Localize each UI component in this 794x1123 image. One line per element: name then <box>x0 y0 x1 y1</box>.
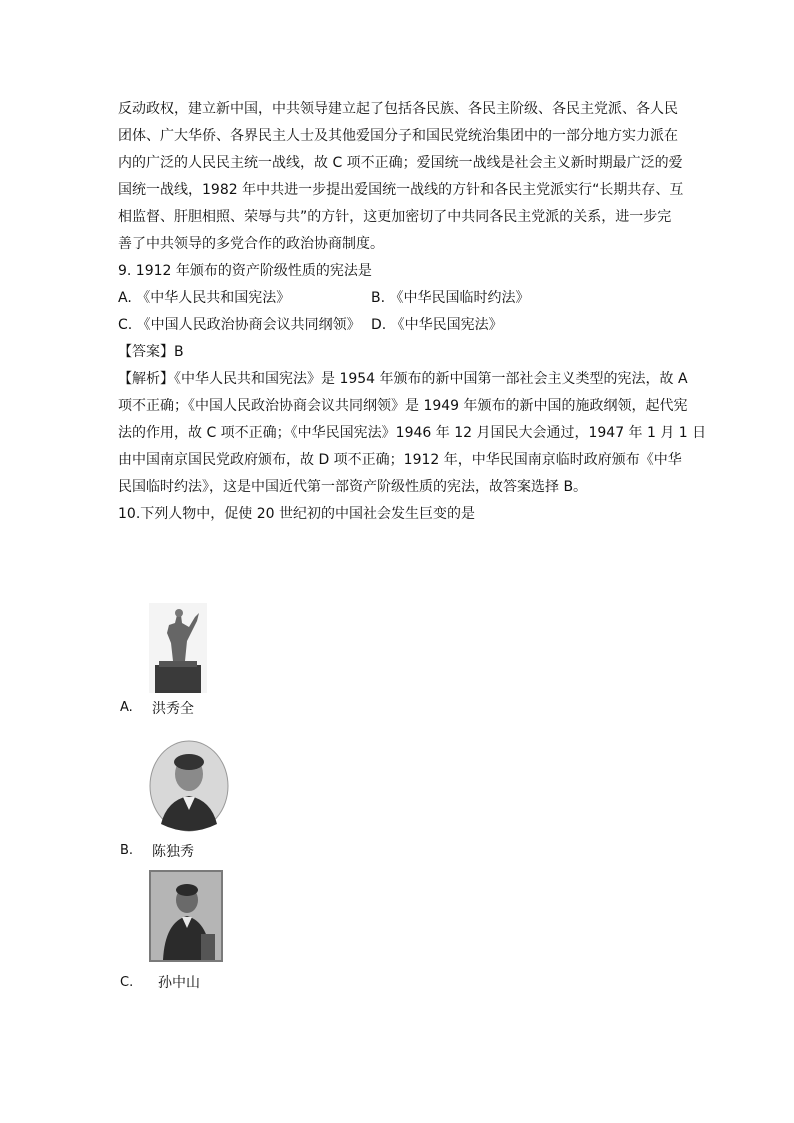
option-b-label: B. <box>120 843 134 858</box>
answer-label: 【答案】B <box>118 344 184 360</box>
option-a: A. 《中华人民共和国宪法》 <box>118 290 291 306</box>
option-b: B. 《中华民国临时约法》 <box>371 290 530 306</box>
option-a-name: 洪秀全 <box>152 701 194 717</box>
text-line: 项不正确；《中国人民政治协商会议共同纲领》是 1949 年颁布的新中国的施政纲领，起代宪 <box>118 398 688 414</box>
question-9-options-row-1 <box>118 285 684 312</box>
portrait-oval-image <box>149 740 229 832</box>
text-line: 【解析】《中华人民共和国宪法》是 1954 年颁布的新中国第一部社会主义类型的宪法，故 A <box>118 371 688 387</box>
analysis-paragraph <box>118 366 707 501</box>
text-line: 反动政权，建立新中国，中共领导建立起了包括各民族、各民主阶级、各民主党派、各人民 <box>118 101 678 117</box>
document-page <box>118 96 707 528</box>
option-a-label: A. <box>120 700 133 715</box>
intro-paragraph <box>118 96 684 258</box>
text-line: 国统一战线，1982 年中共进一步提出爱国统一战线的方针和各民主党派实行“长期共存、互 <box>118 182 684 198</box>
question-9-stem: 9. 1912 年颁布的资产阶级性质的宪法是 <box>118 263 372 279</box>
option-c-label: C. <box>120 975 134 990</box>
text-line: 由中国南京国民党政府颁布，故 D 项不正确；1912 年，中华民国南京临时政府颁布《中华 <box>118 452 682 468</box>
portrait-rect-image <box>149 870 223 962</box>
option-d: D. 《中华民国宪法》 <box>371 317 503 333</box>
text-line: 团体、广大华侨、各界民主人士及其他爱国分子和国民党统治集团中的一部分地方实力派在 <box>118 128 678 144</box>
question-9-options-row-2 <box>118 312 684 339</box>
text-line: 民国临时约法》，这是中国近代第一部资产阶级性质的宪法，故答案选择 B。 <box>118 479 588 495</box>
text-line: 法的作用，故 C 项不正确；《中华民国宪法》1946 年 12 月国民大会通过，1947 年 1 月 1 日 <box>118 425 707 441</box>
option-c: C. 《中国人民政治协商会议共同纲领》 <box>118 317 361 333</box>
option-b-name: 陈独秀 <box>152 844 194 860</box>
option-c-name: 孙中山 <box>158 975 200 991</box>
text-line: 内的广泛的人民民主统一战线，故 C 项不正确；爱国统一战线是社会主义新时期最广泛的爱 <box>118 155 683 171</box>
question-10-stem: 10.下列人物中，促使 20 世纪初的中国社会发生巨变的是 <box>118 506 475 522</box>
statue-image <box>149 603 207 693</box>
text-line: 善了中共领导的多党合作的政治协商制度。 <box>118 236 384 252</box>
text-line: 相监督、肝胆相照、荣辱与共”的方针，这更加密切了中共同各民主党派的关系，进一步完 <box>118 209 672 225</box>
